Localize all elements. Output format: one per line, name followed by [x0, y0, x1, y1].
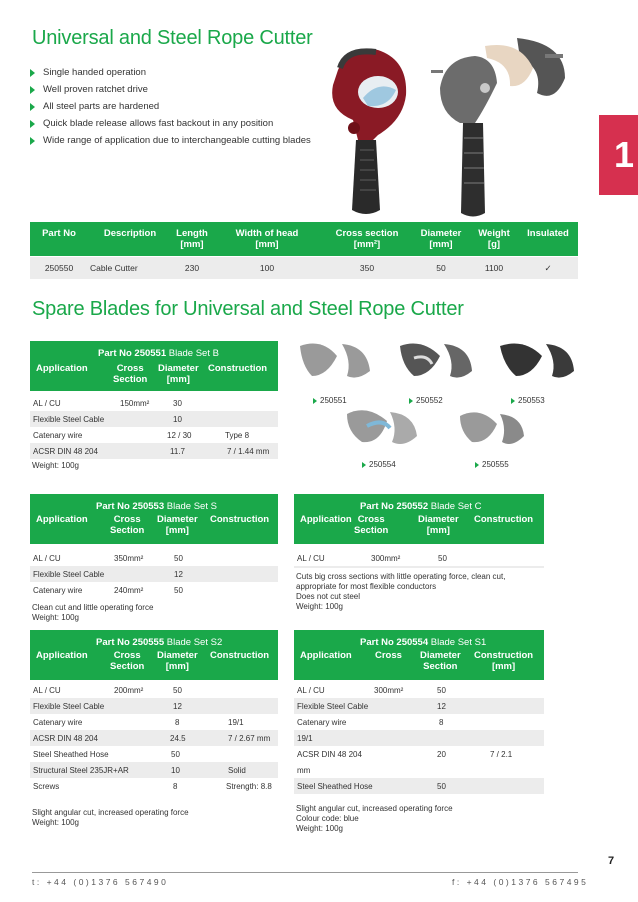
col-part-no: Part No — [42, 228, 76, 239]
col-cross-section: Cross Section — [110, 514, 145, 536]
col-cross: Cross — [375, 650, 402, 661]
feature-list — [30, 64, 330, 149]
blade-250555-image — [460, 412, 524, 444]
table-row: Flexible Steel Cable 12 — [30, 566, 278, 582]
col-diameter: Diameter [mm] — [418, 514, 459, 536]
blade-set-s2-header — [30, 630, 278, 680]
table-row: Flexible Steel Cable 10 — [30, 411, 278, 427]
table-row: Catenary wire 8 — [297, 717, 444, 727]
blade-set-b-header — [30, 341, 278, 391]
bullet-arrow-icon — [30, 69, 35, 77]
table-row: Structural Steel 235JR+AR 10 Solid — [30, 762, 278, 778]
arrow-icon — [511, 398, 515, 404]
footer-phone: t: +44 (0)1376 567490 — [32, 877, 169, 887]
part-number: Part No 250553 Blade Set S — [96, 501, 217, 512]
note-text: Colour code: blue — [296, 814, 359, 823]
col-construction: Construction — [208, 363, 268, 374]
blade-set-s1-header — [294, 630, 544, 680]
product-table-header — [30, 222, 578, 256]
blade-set-s-table — [30, 494, 278, 622]
cell: 350 — [359, 262, 375, 273]
table-row: AL / CU 300mm² 50 — [297, 685, 446, 695]
col-insulated: Insulated — [527, 228, 569, 239]
footer-divider — [32, 872, 578, 873]
col-construction: Construction — [210, 650, 270, 661]
bullet-arrow-icon — [30, 103, 35, 111]
blade-250554-image — [347, 410, 417, 444]
feature-item: Well proven ratchet drive — [30, 81, 330, 98]
col-application: Application — [300, 650, 352, 661]
feature-item: All steel parts are hardened — [30, 98, 330, 115]
blade-set-c-header — [294, 494, 544, 544]
table-row: ACSR DIN 48 204 24.5 7 / 2.67 mm — [30, 730, 278, 746]
cell: 250550 — [44, 262, 74, 273]
page-number: 7 — [608, 855, 615, 867]
part-number: Part No 250554 Blade Set S1 — [360, 637, 487, 648]
section-title: Spare Blades for Universal and Steel Rope Cutter — [32, 298, 464, 320]
table-row: ACSR DIN 48 204 20 7 / 2.1 — [297, 749, 513, 759]
table-row — [30, 257, 578, 279]
note-text: Clean cut and little operating force — [32, 603, 154, 612]
feature-item: Wide range of application due to interchangeable cutting blades — [30, 132, 330, 149]
blade-set-s-header — [30, 494, 278, 544]
cell: Cable Cutter — [90, 262, 138, 273]
col-construction: Construction — [210, 514, 270, 525]
table-row: Flexible Steel Cable 12 — [294, 698, 544, 714]
cell: 230 — [184, 262, 200, 273]
part-number: Part No 250552 Blade Set C — [360, 501, 482, 512]
blade-label-250551: 250551 — [313, 396, 347, 405]
table-row: AL / CU 300mm² 50 — [297, 553, 447, 563]
col-cross-section: Cross Section — [354, 514, 389, 536]
table-row: AL / CU 200mm² 50 — [33, 685, 182, 695]
table-row: Catenary wire 8 19/1 — [33, 717, 244, 727]
cell: 100 — [259, 262, 275, 273]
bullet-arrow-icon — [30, 137, 35, 145]
col-application: Application — [36, 363, 88, 374]
check-icon: ✓ — [544, 262, 552, 273]
table-row: Catenary wire 12 / 30 Type 8 — [33, 430, 250, 440]
blade-set-c-table — [294, 494, 544, 611]
arrow-icon — [409, 398, 413, 404]
col-cross-section: Cross section [mm²] — [335, 228, 399, 250]
blade-set-s2-table — [30, 630, 278, 827]
blade-250551-image — [300, 344, 370, 378]
col-diameter: Diameter [mm] — [157, 650, 198, 672]
note-text: appropriate for most flexible conductors — [296, 582, 437, 591]
table-row: Catenary wire 240mm² 50 — [33, 585, 183, 595]
table-row: mm — [294, 762, 544, 778]
weight-note: Weight: 100g — [32, 818, 79, 827]
col-cross-section: Cross Section — [110, 650, 145, 672]
col-application: Application — [300, 514, 352, 525]
col-cross-section: Cross Section — [113, 363, 148, 385]
table-row: AL / CU 350mm² 50 — [33, 553, 183, 563]
note-text: Cuts big cross sections with little operating force, clean cut, — [296, 572, 506, 581]
table-row: Flexible Steel Cable 12 — [30, 698, 278, 714]
note-text: Does not cut steel — [296, 592, 361, 601]
col-length: Length [mm] — [176, 228, 208, 250]
col-diameter: Diameter Section — [420, 650, 461, 672]
blade-label-250555: 250555 — [475, 460, 509, 469]
col-application: Application — [36, 650, 88, 661]
col-description: Description — [103, 228, 157, 239]
arrow-icon — [475, 462, 479, 468]
cell: 1100 — [484, 262, 504, 273]
cutter-image — [318, 40, 418, 218]
arrow-icon — [362, 462, 366, 468]
table-row: Screws 8 Strength: 8.8 — [33, 781, 272, 791]
part-number: Part No 250551 Blade Set B — [98, 348, 219, 359]
blade-label-250554: 250554 — [362, 460, 396, 469]
footer-fax: f: +44 (0)1376 567495 — [452, 877, 589, 887]
feature-item: Quick blade release allows fast backout in any position — [30, 115, 330, 132]
table-row: Steel Sheathed Hose 50 — [33, 749, 180, 759]
col-width: Width of head [mm] — [235, 228, 299, 250]
arrow-icon — [313, 398, 317, 404]
blade-set-b-table — [30, 341, 278, 470]
note-text: Slight angular cut, increased operating force — [32, 808, 189, 817]
weight-note: Weight: 100g — [296, 602, 343, 611]
weight-note: Weight: 100g — [32, 461, 79, 470]
page-title: Universal and Steel Rope Cutter — [32, 27, 313, 49]
table-row: 19/1 — [294, 730, 544, 746]
blade-250553-image — [500, 344, 574, 378]
blade-250552-image — [400, 344, 472, 378]
product-table — [30, 222, 578, 279]
blade-label-250553: 250553 — [511, 396, 545, 405]
col-weight: Weight [g] — [478, 228, 510, 250]
col-diameter: Diameter [mm] — [157, 514, 198, 536]
cutter-exploded-image — [425, 28, 575, 220]
col-diameter: Diameter [mm] — [420, 228, 462, 250]
section-tab: 1 — [599, 115, 638, 195]
bullet-arrow-icon — [30, 86, 35, 94]
col-construction: Construction — [474, 514, 534, 525]
weight-note: Weight: 100g — [296, 824, 343, 833]
blade-set-s1-table — [294, 630, 544, 833]
bullet-arrow-icon — [30, 120, 35, 128]
table-row: Steel Sheathed Hose 50 — [294, 778, 544, 794]
table-row: AL / CU 150mm² 30 — [33, 398, 182, 408]
cell: 50 — [436, 262, 446, 273]
weight-note: Weight: 100g — [32, 613, 79, 622]
col-application: Application — [36, 514, 88, 525]
note-text: Slight angular cut, increased operating force — [296, 804, 453, 813]
blade-label-250552: 250552 — [409, 396, 443, 405]
table-row: ACSR DIN 48 204 11.7 7 / 1.44 mm — [30, 443, 278, 459]
feature-item: Single handed operation — [30, 64, 330, 81]
col-construction: Construction [mm] — [474, 650, 534, 672]
col-diameter: Diameter [mm] — [158, 363, 199, 385]
part-number: Part No 250555 Blade Set S2 — [96, 637, 223, 648]
